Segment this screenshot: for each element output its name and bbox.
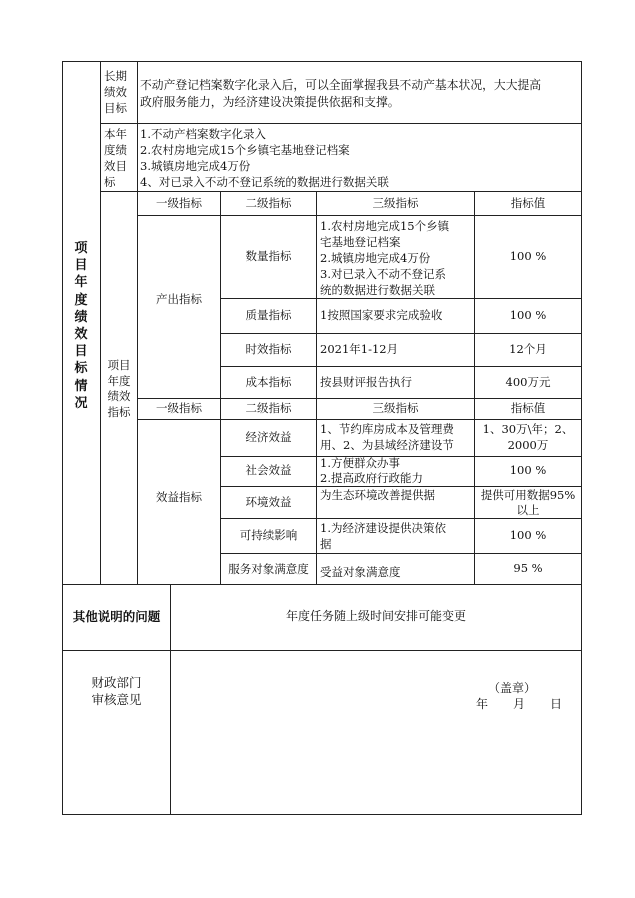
indicator-section-label: 项目年度绩效指标 <box>107 358 131 419</box>
list-item: 2.农村房地完成15个乡镇宅基地登记档案 <box>140 143 350 157</box>
other-notes-label: 其他说明的问题 <box>72 609 161 624</box>
other-notes-text: 年度任务随上级时间安排可能变更 <box>285 609 466 623</box>
seal-placeholder: （盖章） <box>488 681 537 695</box>
list-item: 1.不动产档案数字化录入 <box>140 127 266 141</box>
side-label-project-annual-goals: 项目年度绩效目标情况 <box>74 241 88 411</box>
list-item: 4、对已录入不动不登记系统的数据进行数据关联 <box>140 175 389 189</box>
list-item: 3.城镇房地完成4万份 <box>140 159 251 173</box>
